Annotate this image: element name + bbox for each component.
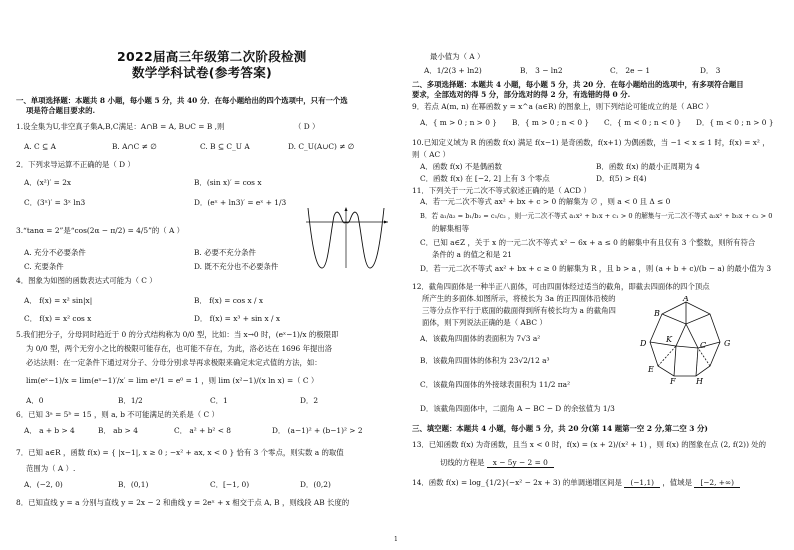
- question-8-cont: 最小值为（ A ）: [430, 52, 485, 61]
- q8-option-c: C． 2e − 1: [610, 66, 651, 75]
- q6-option-c: C． a² + b² < 8: [174, 426, 231, 435]
- q7-option-a: A．(−2, 0): [24, 480, 63, 489]
- q6-option-b: B． ab > 4: [98, 426, 138, 435]
- question-2: 2．下列求导运算不正确的是（ D ）: [16, 160, 135, 169]
- q12-option-a: A．该截角四面体的表面积为 7√3 a²: [420, 334, 541, 343]
- exam-title: 2022届高三年级第二次阶段检测: [117, 49, 307, 64]
- q6-option-d: D． (a−1)² + (b−1)² > 2: [272, 426, 363, 435]
- q11-option-b-cont: 的解集相等: [432, 224, 469, 233]
- exam-subtitle: 数学学科试卷(参考答案): [132, 65, 273, 80]
- q2-option-c: C．(3ˣ)′ = 3ˣ ln3: [24, 198, 86, 207]
- fig-label-k: K: [666, 335, 672, 344]
- question-12-line4: 面体，则下列说法正确的是（ ABC ）: [422, 318, 547, 327]
- q2-option-a: A．(x²)′ = 2x: [24, 178, 72, 187]
- question-7-line1: 7．已知 a∈R ，函数 f(x) = { |x−1|, x ≥ 0 ; −x² + ax, x < 0 } 恰有 3 个零点，则实数 a 的取值: [16, 448, 344, 457]
- q5-option-c: C．1: [210, 396, 228, 405]
- right-column: [410, 0, 788, 550]
- q8-option-b: B． 3 − ln2: [520, 66, 563, 75]
- q10-option-a: A．函数 f(x) 不是偶函数: [420, 162, 502, 171]
- q11-option-b: B．若 a₁/a₂ = b₁/b₂ = c₁/c₂ ，则一元二次不等式 a₁x² + b₁x + c₁ > 0 的解集与一元二次不等式 a₂x² + b₂x + c₂ > 0: [420, 212, 773, 220]
- q8-option-a: A．1/2(3 + ln2): [424, 66, 482, 75]
- section-3-heading: 三、填空题：本题共 4 小题，每小题 5 分，共 20 分(第 14 题第一空 2 分,第二空 3 分): [412, 424, 708, 433]
- section-2-heading: 二、多项选择题：本题共 4 小题，每小题 5 分，共 20 分．在每小题给出的选项中，有多项符合题目: [412, 80, 744, 89]
- fig-label-g: G: [724, 339, 731, 348]
- section-2-heading-cont: 要求，全部选对的得 5 分，部分选对的得 2 分，有选错的得 0 分.: [412, 90, 631, 99]
- q1-option-b: B. A∩C ≠ ∅: [112, 142, 157, 151]
- question-13-line2: [440, 458, 554, 467]
- q9-option-a: A．{ m > 0 ; n > 0 }: [420, 118, 497, 127]
- q7-option-b: B．(0,1): [118, 480, 149, 489]
- q13-prompt: 切线的方程是: [440, 458, 485, 467]
- question-7-line2: 范围为（ A ）.: [26, 464, 76, 473]
- q1-option-c: C. B ⊆ C_U A: [200, 142, 250, 151]
- question-13-line1: 13．已知函数 f(x) 为奇函数，且当 x < 0 时，f(x) = (x + 2)/(x² + 1) ，则 f(x) 的图象在点 (2, f(2)) 处的: [412, 440, 767, 449]
- question-4: 4．图象为如图的函数表达式可能为（ C ）: [16, 276, 157, 285]
- q9-option-d: D．{ m < 0 ; n > 0 }: [696, 118, 774, 127]
- q4-function-graph: [304, 206, 390, 270]
- q14-answer-1: (−1,1): [624, 478, 660, 488]
- question-1: 1.设全集为U,非空真子集A,B,C满足：A∩B = A, B∪C = B ,则: [16, 122, 225, 131]
- section-1-heading-cont: 项是符合题目要求的.: [26, 106, 96, 115]
- q6-option-a: A． a + b > 4: [24, 426, 75, 435]
- q11-option-c: C．已知 a∈Z ，关于 x 的一元二次不等式 x² − 6x + a ≤ 0 的解集中有且仅有 3 个整数，则所有符合: [420, 238, 756, 247]
- q1-option-a: A. C ⊆ A: [24, 142, 56, 151]
- fig-label-b: B: [654, 309, 660, 318]
- q4-option-c: C． f(x) = x² cos x: [24, 314, 92, 323]
- q5-option-d: D．2: [300, 396, 319, 405]
- q9-option-c: C．{ m < 0 ; n < 0 }: [604, 118, 682, 127]
- q11-option-c-cont: 条件的 a 的值之和是 21: [432, 250, 512, 259]
- q7-option-c: C．[−1, 0): [210, 480, 250, 489]
- q2-option-d: D．(eˣ + ln3)′ = eˣ + 1/3: [194, 198, 287, 207]
- section-1-heading: 一、单项选择题：本题共 8 小题，每小题 5 分，共 40 分．在每小题给出的四个选项中，只有一个选: [16, 96, 348, 105]
- q3-option-a: A. 充分不必要条件: [24, 248, 86, 257]
- question-12-line3: 三等分点作平行于底面的截面得到所有棱长均为 a 的截角四: [422, 306, 616, 315]
- q2-option-b: B．(sin x)′ = cos x: [194, 178, 262, 187]
- question-14: [412, 478, 740, 487]
- question-10-line2: 则（ AC ）: [412, 150, 450, 159]
- q3-option-d: D. 既不充分也不必要条件: [194, 262, 279, 271]
- q11-option-a: A．若一元二次不等式 ax² + bx + c > 0 的解集为 ∅ ，则 a < 0 且 Δ ≤ 0: [420, 197, 671, 206]
- q14-prompt: 14．函数 f(x) = log_{1/2}(−x² − 2x + 3) 的单调递增区间是: [412, 478, 622, 487]
- fig-label-h: H: [696, 377, 703, 384]
- question-5-line1: 5.我们把分子，分母同时趋近于 0 的分式结构称为 0/0 型，比如：当 x→0 时，(eˣ−1)/x 的极限即: [16, 330, 339, 339]
- q13-answer: x − 5y − 2 = 0: [487, 458, 554, 468]
- fig-label-c: C: [700, 341, 707, 350]
- question-8: 8．已知直线 y = a 分别与直线 y = 2x − 2 和曲线 y = 2eˣ + x 相交于点 A, B ，则线段 AB 长度的: [16, 498, 350, 507]
- fig-label-f: F: [670, 377, 676, 384]
- q12-option-d: D．该截角四面体中，二面角 A − BC − D 的余弦值为 1/3: [420, 404, 615, 413]
- question-3: 3.“tanα = 2”是“cos(2α − π/2) = 4/5”的（ A ）: [16, 226, 185, 235]
- q12-option-b: B．该截角四面体的体积为 23√2/12 a³: [420, 356, 550, 365]
- question-12-line2: 所产生的多面体.如图所示，将棱长为 3a 的正四面体沿棱的: [422, 294, 616, 303]
- page-number: 1: [394, 536, 398, 543]
- left-column: [14, 0, 392, 550]
- q14-mid: ，值域是: [662, 478, 692, 487]
- question-9: 9．若点 A(m, n) 在幂函数 y = x^a (a∈R) 的图象上，则下列结论可能成立的是（ ABC ）: [412, 102, 714, 111]
- question-12-line1: 12．截角四面体是一种半正八面体，可由四面体经过适当的截角，即截去四面体的四个顶点: [412, 282, 710, 291]
- q5-option-a: A．0: [26, 396, 44, 405]
- q14-answer-2: [−2, +∞): [694, 478, 740, 488]
- q4-option-a: A． f(x) = x² sin|x|: [24, 296, 93, 305]
- question-5-line4: lim(eˣ−1)/x = lim(eˣ−1)′/x′ = lim eˣ/1 = e⁰ = 1 ，则 lim (x²−1)/(x ln x) =（ C ）: [26, 376, 319, 385]
- q10-option-c: C．函数 f(x) 在 [−2, 2] 上有 3 个零点: [420, 174, 550, 183]
- q9-option-b: B．{ m > 0 ; n < 0 }: [512, 118, 590, 127]
- fig-label-a: A: [683, 296, 689, 303]
- question-1-answer: （ D ）: [294, 122, 320, 131]
- q10-option-d: D．f(5) > f(4): [596, 174, 647, 183]
- fig-label-e: E: [648, 365, 654, 374]
- question-11: 11．下列关于一元二次不等式叙述正确的是（ ACD ）: [412, 186, 591, 195]
- q3-option-c: C. 充要条件: [24, 262, 64, 271]
- question-5-line2: 为 0/0 型，两个无穷小之比的极限可能存在，也可能不存在，为此，洛必达在 1696 年提出洛: [26, 344, 333, 353]
- q10-option-b: B．函数 f(x) 的最小正周期为 4: [596, 162, 700, 171]
- fig-label-d: D: [640, 339, 647, 348]
- q3-option-b: B. 必要不充分条件: [194, 248, 256, 257]
- question-5-line3: 必达法则：在一定条件下通过对分子、分母分别求导再求极限来确定未定式值的方法，如：: [26, 358, 322, 367]
- question-6: 6．已知 3ᵃ = 5ᵇ = 15 ，则 a, b 不可能满足的关系是（ C ）: [16, 410, 219, 419]
- q1-option-d: D. C_U(A∪C) ≠ ∅: [288, 142, 355, 151]
- q4-option-d: D． f(x) = x³ + sin x / x: [194, 314, 281, 323]
- q5-option-b: B．1/2: [118, 396, 143, 405]
- truncated-tetrahedron-figure: [636, 296, 736, 384]
- q12-option-c: C．该截角四面体的外接球表面积为 11/2 πa²: [420, 380, 571, 389]
- q11-option-d: D．若一元二次不等式 ax² + bx + c ≥ 0 的解集为 R ，且 b > a ，则 (a + b + c)/(b − a) 的最小值为 3: [420, 264, 772, 273]
- q8-option-d: D． 3: [700, 66, 721, 75]
- q4-option-b: B． f(x) = cos x / x: [194, 296, 263, 305]
- q7-option-d: D．(0,2): [300, 480, 331, 489]
- question-10-line1: 10.已知定义域为 R 的函数 f(x) 满足 f(x−1) 是奇函数，f(x+1) 为偶函数，当 −1 < x ≤ 1 时，f(x) = x² ，: [412, 138, 770, 147]
